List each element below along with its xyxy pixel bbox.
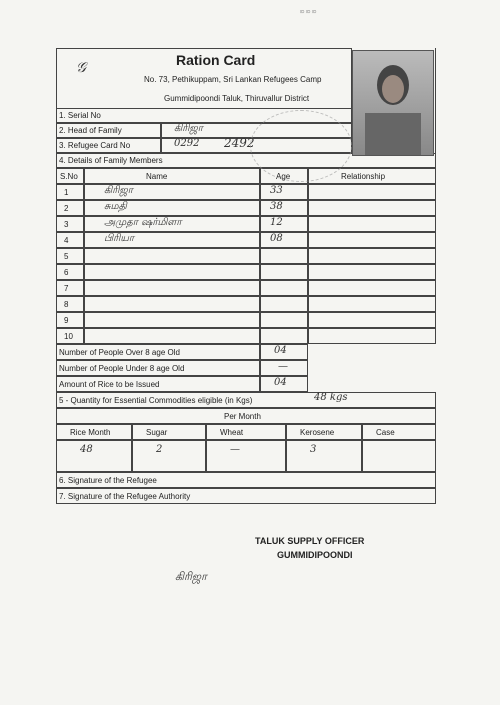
address-line-1: No. 73, Pethikuppam, Sri Lankan Refugees Camp bbox=[144, 75, 322, 84]
head-family-value: கிரிஜா bbox=[174, 123, 203, 134]
per-month-label: Per Month bbox=[224, 412, 261, 421]
per-month-value: 2 bbox=[156, 444, 163, 455]
rice-value: 04 bbox=[274, 377, 287, 388]
table-row-name: பிரியா bbox=[104, 233, 135, 244]
over8-label: Number of People Over 8 age Old bbox=[59, 348, 180, 357]
table-row-age: 33 bbox=[270, 185, 283, 196]
table-row-name: கிரிஜா bbox=[104, 185, 133, 196]
per-month-header: Wheat bbox=[220, 428, 244, 437]
official-stamp bbox=[250, 110, 352, 182]
per-month-header: Sugar bbox=[146, 428, 168, 437]
col-header-name: Name bbox=[146, 172, 168, 181]
address-line-2: Gummidipoondi Taluk, Thiruvallur District bbox=[164, 94, 310, 103]
table-row-sno: 3 bbox=[64, 220, 69, 229]
refugee-card-value: 2492 bbox=[224, 136, 255, 150]
signature-authority-label: 7. Signature of the Refugee Authority bbox=[59, 492, 191, 501]
under8-value: — bbox=[278, 361, 288, 372]
per-month-header: Kerosene bbox=[300, 428, 335, 437]
table-row-sno: 9 bbox=[64, 316, 69, 325]
col-header-sno: S.No bbox=[60, 172, 78, 181]
table-row-age: 12 bbox=[270, 217, 283, 228]
page-title: Ration Card bbox=[176, 52, 256, 68]
refugee-card-prefix: 0292 bbox=[174, 138, 200, 149]
table-row-name: சுமதி bbox=[104, 201, 127, 212]
col-header-relationship: Relationship bbox=[341, 172, 386, 181]
per-month-value: — bbox=[230, 444, 240, 455]
officer-line-2: GUMMIDIPOONDI bbox=[277, 550, 353, 560]
table-row-name: அமுதா ஷர்மிளா bbox=[104, 217, 182, 228]
table-row-sno: 8 bbox=[64, 300, 69, 309]
refugee-photo bbox=[352, 50, 434, 156]
per-month-header: Rice Month bbox=[70, 428, 111, 437]
under8-label: Number of People Under 8 age Old bbox=[59, 364, 185, 373]
table-row-sno: 10 bbox=[64, 332, 73, 341]
head-family-label: 2. Head of Family bbox=[59, 126, 122, 135]
serial-no-label: 1. Serial No bbox=[59, 111, 101, 120]
table-row-sno: 1 bbox=[64, 188, 69, 197]
table-row-sno: 6 bbox=[64, 268, 69, 277]
family-details-label: 4. Details of Family Members bbox=[59, 156, 163, 165]
officer-line-1: TALUK SUPPLY OFFICER bbox=[255, 536, 365, 546]
over8-value: 04 bbox=[274, 345, 287, 356]
table-row-sno: 4 bbox=[64, 236, 69, 245]
top-noise: ఐ ఐ ఐ bbox=[300, 9, 317, 15]
per-month-value: 3 bbox=[310, 444, 317, 455]
refugee-card-label: 3. Refugee Card No bbox=[59, 141, 131, 150]
table-row-age: 38 bbox=[270, 201, 283, 212]
signature-refugee-label: 6. Signature of the Refugee bbox=[59, 476, 157, 485]
col-header-age: Age bbox=[276, 172, 291, 181]
table-row-age: 08 bbox=[270, 233, 283, 244]
table-row-sno: 2 bbox=[64, 204, 69, 213]
rice-label: Amount of Rice to be Issued bbox=[59, 380, 160, 389]
table-row-sno: 7 bbox=[64, 284, 69, 293]
initial-mark: 𝒢 bbox=[76, 60, 86, 76]
per-month-header: Case bbox=[376, 428, 395, 437]
bottom-scribble: கிரிஜா bbox=[175, 570, 207, 583]
table-row-sno: 5 bbox=[64, 252, 69, 261]
quantity-label: 5 - Quantity for Essential Commodities eligible (in Kgs) bbox=[59, 396, 253, 405]
per-month-value: 48 bbox=[80, 444, 93, 455]
quantity-value: 48 kgs bbox=[314, 392, 348, 403]
